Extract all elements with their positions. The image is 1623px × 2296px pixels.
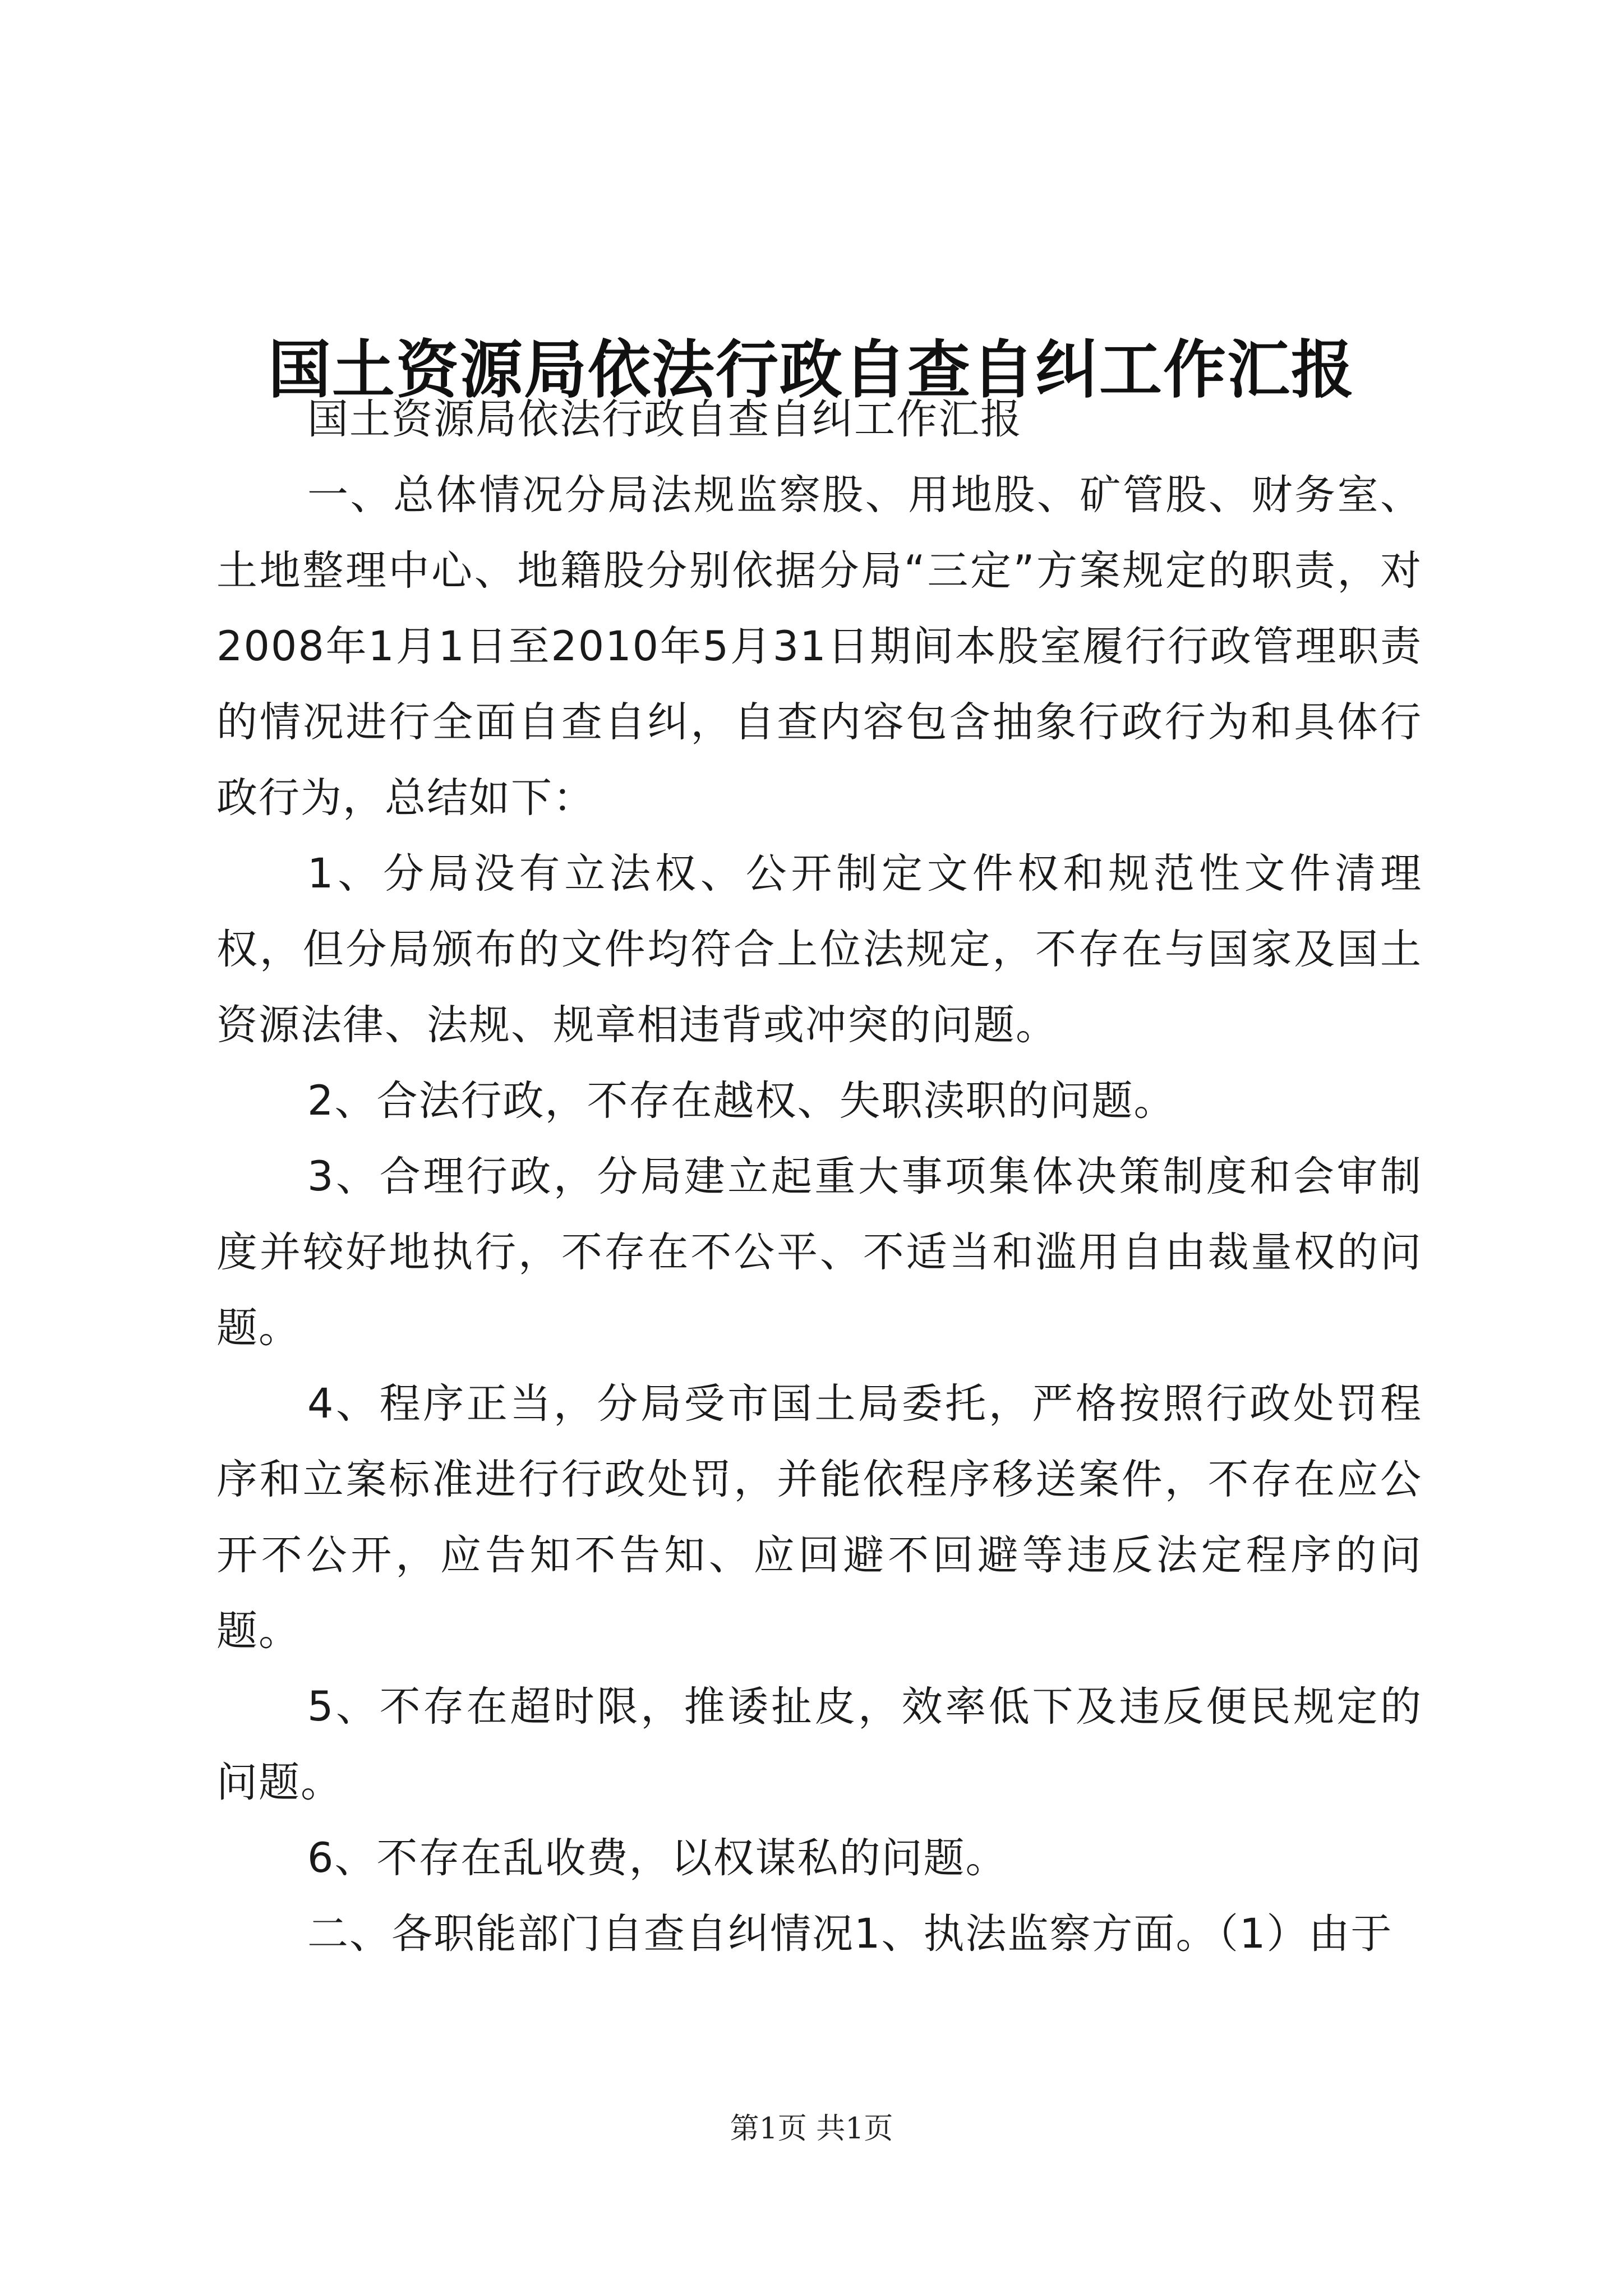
body-paragraph: 5、不存在超时限，推诿扯皮，效率低下及违反便民规定的问题。 xyxy=(216,1683,1422,1806)
body-paragraph: 2、合法行政，不存在越权、失职渎职的问题。 xyxy=(307,1077,1176,1125)
page-footer: 第1页 共1页 xyxy=(730,2112,893,2146)
document-title: 国土资源局依法行政自查自纠工作汇报 xyxy=(268,333,1355,407)
body-paragraph: 6、不存在乱收费，以权谋私的问题。 xyxy=(307,1834,1008,1882)
body-paragraph: 一、总体情况分局法规监察股、用地股、矿管股、财务室、土地整理中心、地籍股分别依据分局“三定”方案规定的职责，对2008年1月1日至2010年5月31日期间本股室履行行政管理职责的情况进行全面自查自纠，自查内容包含抽象行政行为和具体行政行为，总结如下： xyxy=(216,471,1422,822)
body-paragraph: 二、各职能部门自查自纠情况1、执法监察方面。（1）由于 xyxy=(307,1910,1393,1958)
document-body xyxy=(216,381,1422,1972)
body-paragraph: 4、程序正当，分局受市国土局委托，严格按照行政处罚程序和立案标准进行行政处罚，并能依程序移送案件，不存在应公开不公开，应告知不告知、应回避不回避等违反法定程序的问题。 xyxy=(216,1380,1422,1655)
body-paragraph: 3、合理行政，分局建立起重大事项集体决策制度和会审制度并较好地执行，不存在不公平、不适当和滥用自由裁量权的问题。 xyxy=(216,1153,1422,1352)
body-paragraph: 国土资源局依法行政自查自纠工作汇报 xyxy=(307,395,1022,443)
body-paragraph: 1、分局没有立法权、公开制定文件权和规范性文件清理权，但分局颁布的文件均符合上位法规定，不存在与国家及国土资源法律、法规、规章相违背或冲突的问题。 xyxy=(216,850,1422,1049)
